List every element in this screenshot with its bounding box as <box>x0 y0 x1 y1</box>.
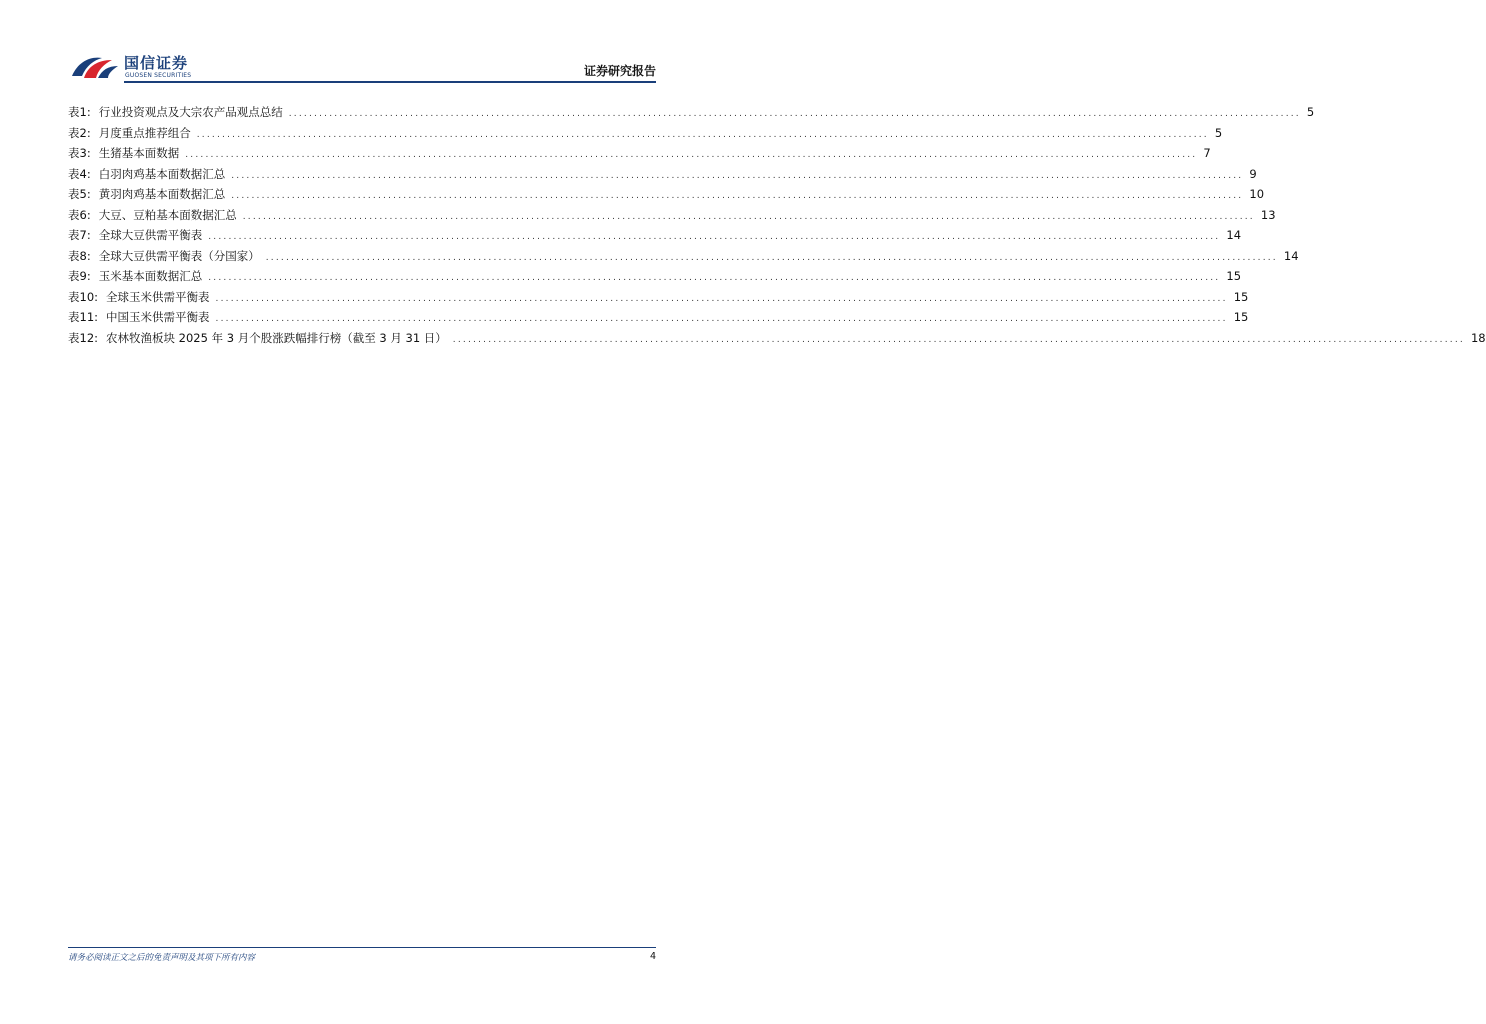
header-divider <box>124 81 656 83</box>
toc-dot-leader: ........................................................................................................................................................................................................ <box>215 314 1228 324</box>
toc-entry-title: 全球玉米供需平衡表 <box>106 289 210 304</box>
toc-entry[interactable] <box>68 246 1299 267</box>
toc-entry-number: 表10: <box>68 289 99 304</box>
toc-dot-leader: ........................................................................................................................................................................................................ <box>208 232 1221 242</box>
toc-entry-number: 表1: <box>68 105 91 119</box>
toc-entry[interactable] <box>68 164 1257 185</box>
toc-entry-number: 表11: <box>68 310 99 324</box>
toc-entry-number: 表4: <box>68 166 91 181</box>
toc-entry-title: 全球大豆供需平衡表 <box>98 228 203 242</box>
toc-dot-leader: ........................................................................................................................................................................................................ <box>288 109 1301 119</box>
toc-entry-page: 14 <box>1226 228 1242 242</box>
toc-entry-title: 玉米基本面数据汇总 <box>98 269 203 283</box>
toc-entry-number: 表8: <box>68 248 91 263</box>
toc-entry-page: 15 <box>1233 289 1249 304</box>
toc-dot-leader: ........................................................................................................................................................................................................ <box>231 170 1244 181</box>
toc-entry-page: 9 <box>1249 166 1257 181</box>
toc-entry-number: 表6: <box>68 207 91 222</box>
toc-entry-title: 中国玉米供需平衡表 <box>106 310 210 324</box>
toc-entry-title: 大豆、豆粕基本面数据汇总 <box>98 207 237 222</box>
toc-entry-page: 13 <box>1260 207 1276 222</box>
toc-dot-leader: ........................................................................................................................................................................................................ <box>215 293 1228 304</box>
toc-entry-title: 生猪基本面数据 <box>98 146 180 160</box>
toc-entry-page: 18 <box>1470 330 1486 345</box>
toc-dot-leader: ........................................................................................................................................................................................................ <box>231 191 1244 201</box>
toc-entry[interactable] <box>68 143 1211 164</box>
logo-chinese-name: 国信证券 <box>124 54 189 72</box>
toc-entry[interactable] <box>68 123 1223 144</box>
toc-entry[interactable] <box>68 287 1249 308</box>
toc-dot-leader: ........................................................................................................................................................................................................ <box>196 129 1209 140</box>
footer-page-number: 4 <box>649 951 656 962</box>
toc-entry[interactable] <box>68 205 1276 226</box>
guosen-logo <box>68 50 208 84</box>
toc-entry-page: 5 <box>1306 105 1315 119</box>
toc-entry[interactable] <box>68 184 1265 205</box>
toc-entry[interactable] <box>68 266 1242 287</box>
page-header <box>68 50 656 86</box>
toc-entry[interactable] <box>68 307 1249 328</box>
table-of-tables <box>68 102 1486 348</box>
toc-entry-number: 表7: <box>68 228 91 242</box>
toc-entry-number: 表9: <box>68 269 91 283</box>
footer-disclaimer: 请务必阅读正文之后的免责声明及其项下所有内容 <box>68 953 256 963</box>
toc-entry-title: 黄羽肉鸡基本面数据汇总 <box>98 187 226 201</box>
toc-entry-page: 15 <box>1233 310 1249 324</box>
toc-dot-leader: ........................................................................................................................................................................................................ <box>242 211 1255 222</box>
toc-entry-title: 全球大豆供需平衡表（分国家） <box>98 248 260 263</box>
logo-english-name: GUOSEN SECURITIES <box>125 72 192 79</box>
toc-entry-page: 5 <box>1214 125 1223 140</box>
toc-entry-number: 表12: <box>68 330 99 345</box>
toc-entry-page: 10 <box>1249 187 1265 201</box>
toc-entry-number: 表3: <box>68 146 91 160</box>
toc-entry[interactable] <box>68 102 1315 123</box>
toc-dot-leader: ........................................................................................................................................................................................................ <box>208 273 1221 283</box>
toc-dot-leader: ........................................................................................................................................................................................................ <box>265 252 1278 263</box>
report-type-label: 证券研究报告 <box>583 64 656 78</box>
guosen-logo-icon <box>68 52 120 82</box>
toc-entry-title: 白羽肉鸡基本面数据汇总 <box>98 166 226 181</box>
toc-dot-leader: ........................................................................................................................................................................................................ <box>452 334 1465 345</box>
toc-entry-page: 14 <box>1283 248 1299 263</box>
toc-entry-number: 表2: <box>68 125 91 140</box>
toc-entry-title: 农林牧渔板块 2025 年 3 月个股涨跌幅排行榜（截至 3 月 31 日） <box>106 330 447 345</box>
toc-dot-leader: ........................................................................................................................................................................................................ <box>185 150 1198 160</box>
toc-entry-title: 月度重点推荐组合 <box>98 125 191 140</box>
toc-entry-page: 7 <box>1203 146 1211 160</box>
toc-entry-number: 表5: <box>68 187 91 201</box>
toc-entry[interactable] <box>68 225 1242 246</box>
toc-entry-title: 行业投资观点及大宗农产品观点总结 <box>98 105 283 119</box>
toc-entry[interactable] <box>68 328 1486 349</box>
toc-entry-page: 15 <box>1226 269 1242 283</box>
footer-divider <box>68 947 656 948</box>
